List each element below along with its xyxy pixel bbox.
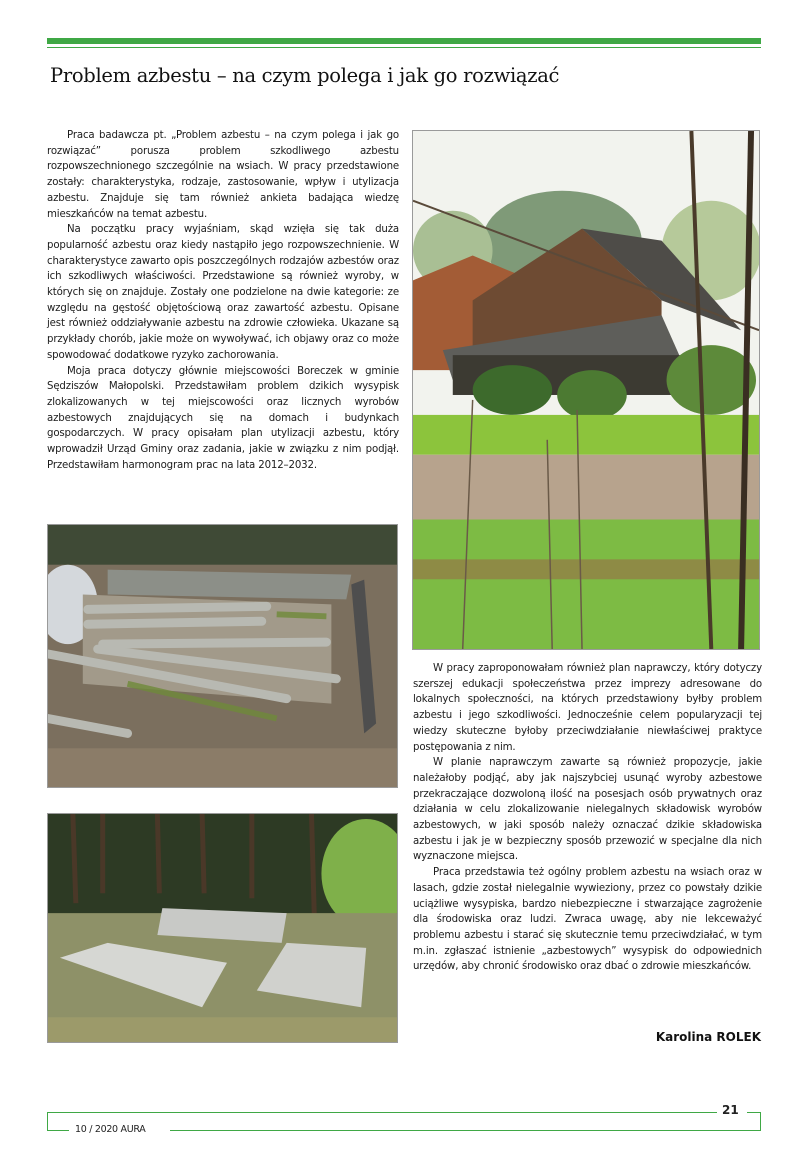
right-column — [413, 661, 762, 975]
photo-house-with-asbestos-roof — [412, 130, 760, 650]
paragraph: W pracy zaproponowałam również plan naprawczy, który dotyczy szerszej edukacji społeczeństwa przez imprezy adresowane do lokalnych społeczności, na których przedstawiony byłby problem azbestu i jego szkodliwości. Jednocześnie celem popularyzacji tej wiedzy skuteczne byłoby przeciwdziałanie niewłaściwej praktyce postępowania z nim. — [413, 663, 762, 753]
footer-frame-top-right — [747, 1112, 761, 1113]
header-rule-thick — [47, 38, 761, 44]
paragraph: Praca przedstawia też ogólny problem azbestu na wsiach oraz w lasach, gdzie został nielegalnie wywieziony, przez co powstały dzikie uciążliwe wysypiska, bardzo niebezpieczne i stwarzające zagrożenie dla środowiska oraz ludzi. Zwraca uwagę, aby nie lekceważyć problemu azbestu i starać się skutecznie temu przeciwdziałać, w tym m.in. zgłaszać istnienie „azbestowych” wysypisk do odpowiednich urzędów, aby chronić środowisko oraz dbać o zdrowie mieszkańców. — [413, 867, 762, 973]
left-column — [47, 128, 399, 473]
paragraph: Moja praca dotyczy głównie miejscowości Boreczek w gminie Sędziszów Małopolski. Przedstawiłam problem dzikich wysypisk zlokalizowanych w tej miejscowości oraz licznych wyrobów azbestowych znajdujących się na domach i budynkach gospodarczych. W pracy opisałam plan utylizacji azbestu, który wprowadził Urząd Gminy oraz zadania, jakie w związku z nim podjął. Przedstawiłam harmonogram prac na lata 2012–2032. — [47, 365, 399, 471]
footer-frame-left — [47, 1112, 48, 1130]
issue-label: 10 / 2020 AURA — [75, 1124, 146, 1135]
photo-asbestos-in-forest — [47, 813, 398, 1043]
photo-dumped-asbestos-sheets — [47, 524, 398, 788]
header-rule-thin — [47, 47, 761, 48]
footer-frame-bottom-left — [47, 1130, 69, 1131]
author-signature: Karolina ROLEK — [655, 1030, 761, 1044]
paragraph: Na początku pracy wyjaśniam, skąd wzięła się tak duża popularność azbestu oraz kiedy nastąpiło jego rozpowszechnienie. W charakterystyce zawarto opis poszczególnych rodzajów azbestów oraz ich szkodliwych właściwości. Przedstawione są również wyroby, w których się on znajduje. Zostały one podzielone na dwie kategorie: ze względu na gęstość objętościową oraz zawartość azbestu. Opisane jest również oddziaływanie azbestu na zdrowie człowieka. Ukazane są przykłady chorób, jakie może on wywoływać, ich objawy oraz co może spowodować dodatkowe ryzyko zachorowania. — [47, 224, 399, 361]
page-number: 21 — [722, 1103, 739, 1117]
paragraph: Praca badawcza pt. „Problem azbestu – na czym polega i jak go rozwiązać” porusza problem szkodliwego azbestu rozpowszechnionego szczególnie na wsiach. W pracy przedstawione zostały: charakterystyka, rodzaje, zastosowanie, wpływ i utylizacja azbestu. Znajduje się tam również ankieta badająca wiedzę mieszkańców na temat azbestu. — [47, 130, 399, 220]
footer-frame-right — [760, 1112, 761, 1130]
article-title: Problem azbestu – na czym polega i jak go rozwiązać — [50, 64, 560, 87]
footer-frame-bottom — [170, 1130, 761, 1131]
paragraph: W planie naprawczym zawarte są również propozycje, jakie należałoby podjąć, aby jak najszybciej usunąć wyroby azbestowe przekraczające dozwoloną ilość na posesjach osób prywatnych oraz działania w celu zlokalizowanie nielegalnych składowisk wyrobów azbestowych, w jaki sposób należy oznaczać dzikie składowiska azbestu i jak je w bezpieczny sposób przewozić w specjalne dla nich wyznaczone miejsca. — [413, 757, 762, 863]
footer-frame-top — [47, 1112, 717, 1113]
